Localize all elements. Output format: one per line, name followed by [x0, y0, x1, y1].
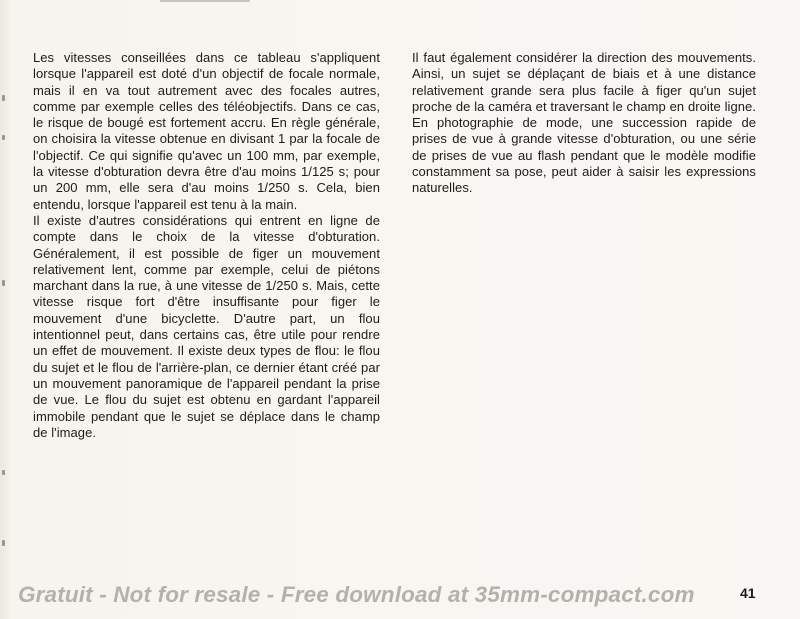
page-number: 41: [740, 585, 756, 601]
binding-mark: [2, 280, 5, 286]
scan-artifact: [160, 0, 250, 2]
paragraph: Les vitesses conseillées dans ce tableau s'appliquent lorsque l'appareil est doté d'un objectif de focale normale, mais il en va tout autrement avec des focales autres, comme par exemple celles des téléobjectifs. Dans ce cas, le risque de bougé est fortement accru. En règle générale, on choisira la vitesse obtenue en divisant 1 par la focale de l'objectif. Ce qui signifie qu'avec un 100 mm, par exemple, la vitesse d'obturation devra être d'au moins 1/125 s; pour un 200 mm, elle sera d'au moins 1/250 s. Cela, bien entendu, lorsque l'appareil est tenu à la main.: [33, 50, 380, 212]
binding-mark: [2, 470, 5, 475]
binding-mark: [2, 540, 5, 546]
watermark-text: Gratuit - Not for resale - Free download at 35mm-compact.com: [18, 582, 695, 607]
left-text-column: [33, 50, 380, 441]
paragraph: Il existe d'autres considérations qui entrent en ligne de compte dans le choix de la vitesse d'obturation. Généralement, il est possible de figer un mouvement relativement lent, comme par exemple, celui de piétons marchant dans la rue, à une vitesse de 1/250 s. Mais, cette vitesse risque fort d'être insuffisante pour figer le mouvement d'une bicyclette. D'autre part, un flou intentionnel peut, dans certains cas, être utile pour rendre un effet de mouvement. Il existe deux types de flou: le flou du sujet et le flou de l'arrière-plan, ce dernier étant créé par un mouvement panoramique de l'appareil pendant la prise de vue. Le flou du sujet est obtenu en gardant l'appareil immobile pendant que le sujet se déplace dans le champ de l'image.: [33, 212, 380, 440]
right-text-column: [412, 50, 756, 197]
binding-mark: [2, 135, 5, 140]
binding-mark: [2, 95, 5, 101]
paragraph: Il faut également considérer la direction des mouvements. Ainsi, un sujet se déplaçant de biais et à une distance relativement grande sera plus facile à figer qu'un sujet proche de la caméra et traversant le champ en droite ligne. En photographie de mode, une succession rapide de prises de vue à grande vitesse d'obturation, ou une série de prises de vue au flash pendant que le modèle modifie constamment sa pose, peut aider à saisir les expressions naturelles.: [412, 50, 756, 196]
